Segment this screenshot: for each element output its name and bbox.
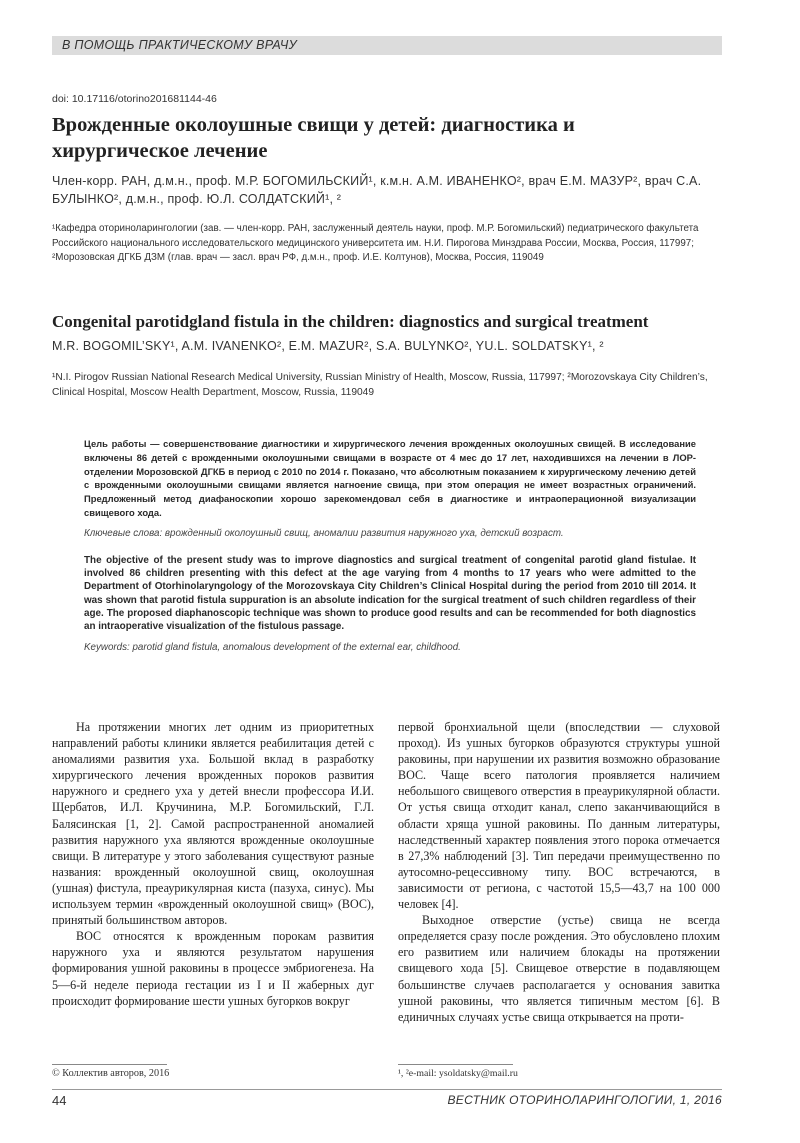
copyright-note: © Коллектив авторов, 2016 [52, 1068, 170, 1079]
body-paragraph: ВОС относятся к врожденным порокам развития наружного уха и являются результатом нарушения формирования ушной раковины в процессе эмбриогенеза. На 5—6-й неделе периода гестации из I и II жаберных дуг происходит формирование шести ушных бугорков вокруг [52, 929, 374, 1008]
doi: doi: 10.17116/otorino201681144-46 [52, 93, 217, 105]
section-header-bar [52, 36, 722, 55]
affiliation-en: ¹N.I. Pirogov Russian National Research Medical University, Russian Ministry of Health, Moscow, Russia, 117997; ²Morozovskaya City Children’s, Clinical Hospital, Moscow Health Department, Moscow, Russia, 119049 [52, 372, 708, 398]
abstract-ru: Цель работы — совершенствование диагностики и хирургического лечения врожденных околоушных свищей. В исследование включены 86 детей с врожденными околоушными свищами в возрасте от 4 мес до 17 лет, находившихся на лечении в ЛОР-отделении Морозовской ДГКБ в период с 2010 по 2014 г. Показано, что абсолютным показанием к хирургическому лечению детей с врожденными околоушными свищами является нагноение свища, при этом операция не имеет возрастных ограничений. Предложенный метод диафаноскопии хорошо зарекомендовал себя в диагностике и интраоперационной визуализации свищевого хода. [84, 438, 696, 518]
footnote-divider [398, 1064, 513, 1065]
body-paragraph: Выходное отверстие (устье) свища не всегда определяется сразу после рождения. Это обусловлено плохим его развитием или наличием блокады на протяжении свищевого хода [5]. Свищевое отверстие в подавляющем большинстве случаев располагается у основания завитка ушной раковины, что является типичным местом [6]. В единичных случаях устье свища открывается на проти- [398, 913, 720, 1024]
article-title-en: Congenital parotidgland fistula in the children: diagnostics and surgical treatment [52, 312, 649, 331]
footnote-divider [52, 1064, 167, 1065]
page-footer-divider [52, 1089, 722, 1090]
body-column-right [398, 719, 720, 1025]
article-title-ru: Врожденные околоушные свищи у детей: диагностика и хирургическое лечение [52, 114, 575, 162]
page-number: 44 [52, 1093, 67, 1108]
body-paragraph: На протяжении многих лет одним из приоритетных направлений работы клиники является реабилитация детей с аномалиями развития уха. Большой вклад в разработку хирургического лечения врожденных пороков развития наружного и среднего уха у детей внесли профессора И.И. Щербатов, И.Л. Кручинина, М.Р. Богомильский, Г.Л. Балясинская [1, 2]. Самой распространенной аномалией развития наружного уха являются врожденные околоушные свищи. В литературе у этого заболевания существуют разные названия: врожденный околоушной свищ, околоушная (ушная) фистула, преаурикулярная киста (пазуха, синус). Мы используем термин «врожденный околоушной свищ» (ВОС), принятый большинством авторов. [52, 720, 374, 928]
abstract-en: The objective of the present study was to improve diagnostics and surgical treatment of congenital parotid gland fistulae. It involved 86 children presenting with this defect at the age varying from 4 months to 17 years who were admitted to the Department of Otorhinolaryngology of the Morozovskaya City Children’s Clinical Hospital during the period from 2010 till 2014. It was shown that parotid fistula suppuration is an absolute indication for the surgical treatment of such children regardless of their age. The proposed diaphanoscopic technique was shown to produce good results and can be recommended for both diagnostics an intraoperative visualization of the fistulous passage. [84, 555, 696, 633]
keywords-en: Keywords: parotid gland fistula, anomalous development of the external ear, childhood. [84, 642, 461, 653]
body-column-left [52, 719, 374, 1009]
authors-ru: Член-корр. РАН, д.м.н., проф. М.Р. БОГОМИЛЬСКИЙ¹, к.м.н. А.М. ИВАНЕНКО², врач Е.М. МАЗУР², врач С.А. БУЛЫНКО², д.м.н., проф. Ю.Л. СОЛДАТСКИЙ¹, ² [52, 174, 702, 206]
email-note: ¹, ²e-mail: ysoldatsky@mail.ru [398, 1068, 518, 1079]
journal-name: ВЕСТНИК ОТОРИНОЛАРИНГОЛОГИИ, 1, 2016 [447, 1093, 722, 1107]
keywords-ru: Ключевые слова: врожденный околоушный свищ, аномалии развития наружного уха, детский возраст. [84, 528, 564, 539]
affiliation-ru: ¹Кафедра оториноларингологии (зав. — член-корр. РАН, заслуженный деятель науки, проф. М.Р. Богомильский) педиатрического факультета Российского национального исследовательского медицинского университета им. Н.И. Пирогова Минздрава России, Москва, Россия, 117997; ²Морозовская ДГКБ ДЗМ (глав. врач — засл. врач РФ, д.м.н., проф. И.Е. Колтунов), Москва, Россия, 119049 [52, 223, 699, 264]
section-title: В ПОМОЩЬ ПРАКТИЧЕСКОМУ ВРАЧУ [62, 38, 297, 52]
authors-en: M.R. BOGOMIL’SKY¹, A.M. IVANENKO², E.M. MAZUR², S.A. BULYNKO², YU.L. SOLDATSKY¹, ² [52, 339, 604, 353]
body-paragraph: первой бронхиальной щели (впоследствии — слуховой проход). Из ушных бугорков образуются структуры ушной раковины, при нарушении их развития возможно образование ВОС. Чаще всего патология проявляется наличием небольшого свищевого отверстия в преаурикулярной области. От устья свища отходит канал, слепо заканчивающийся в области хряща ушной раковины. По данным литературы, наследственный характер появления этого порока отмечается в 27,3% наблюдений [3]. Тип передачи преимущественно по аутосомно-рецессивному типу. ВОС встречаются, в зависимости от региона, с частотой 15,5—43,7 на 100 000 человек [4]. [398, 720, 720, 912]
